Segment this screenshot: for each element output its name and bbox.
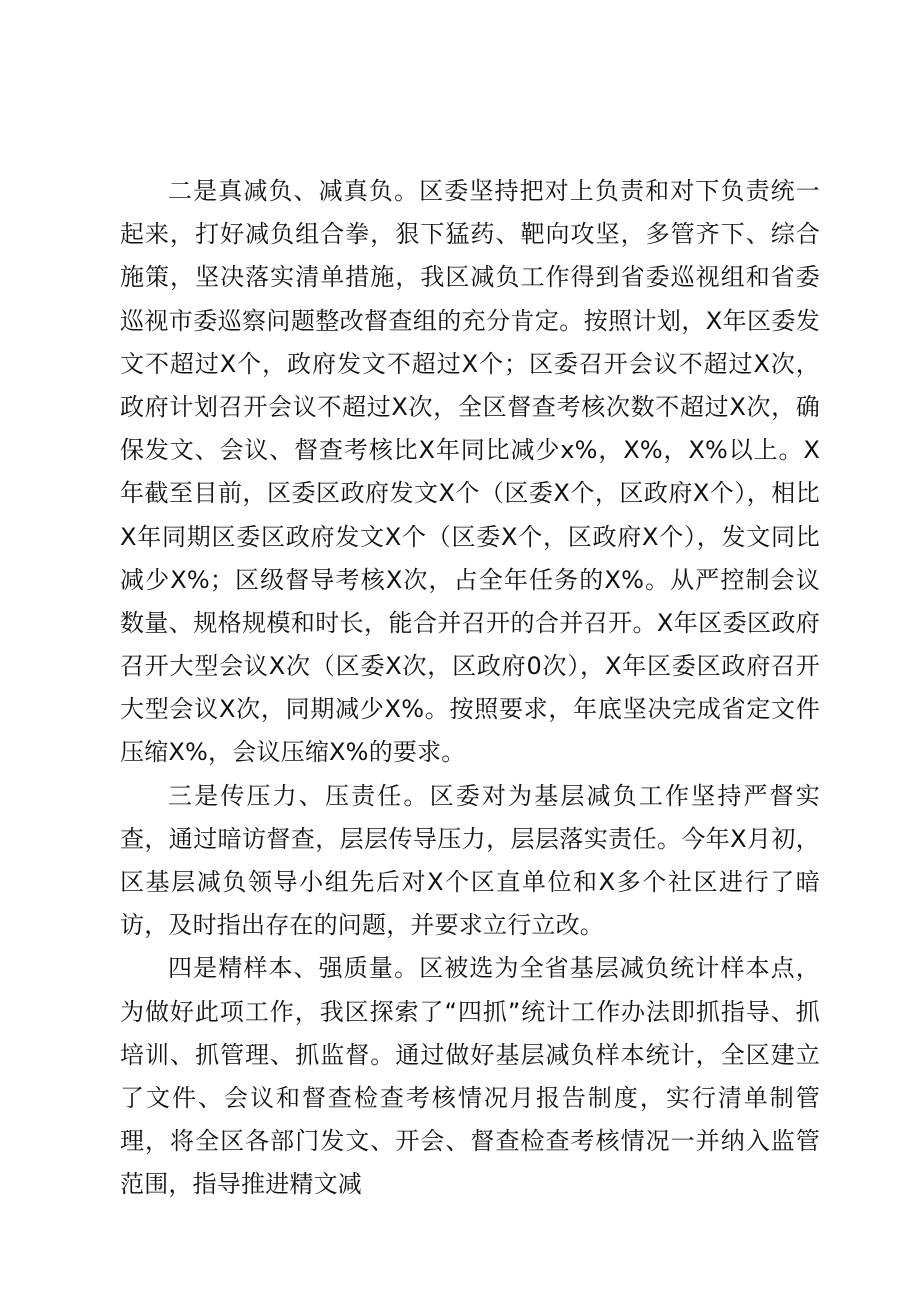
paragraph-pressure-responsibility: 三是传压力、压责任。区委对为基层减负工作坚持严督实查，通过暗访督查，层层传导压力，层层落实责任。今年X月初，区基层减负领导小组先后对X个区直单位和X多个社区进行了暗访，及时指出存在的问题，并要求立行立改。: [120, 781, 820, 940]
paragraph-reduce-burden: 二是真减负、减真负。区委坚持把对上负责和对下负责统一起来，打好减负组合拳，狠下猛药、靶向攻坚，多管齐下、综合施策，坚决落实清单措施，我区减负工作得到省委巡视组和省委巡视市委巡察问题整改督查组的充分肯定。按照计划，X年区委发文不超过X个，政府发文不超过X个；区委召开会议不超过X次，政府计划召开会议不超过X次，全区督查考核次数不超过X次，确保发文、会议、督查考核比X年同比减少x%，X%，X%以上。X年截至目前，区委区政府发文X个（区委X个，区政府X个），相比X年同期区委区政府发文X个（区委X个，区政府X个），发文同比减少X%；区级督导考核X次，占全年任务的X%。从严控制会议数量、规格规模和时长，能合并召开的合并召开。X年区委区政府召开大型会议X次（区委X次，区政府0次），X年区委区政府召开大型会议X次，同期减少X%。按照要求，年底坚决完成省定文件压缩X%，会议压缩X%的要求。: [120, 177, 820, 767]
document-body: [120, 170, 820, 1207]
paragraph-sample-quality: 四是精样本、强质量。区被选为全省基层减负统计样本点，为做好此项工作，我区探索了“四抓”统计工作办法即抓指导、抓培训、抓管理、抓监督。通过做好基层减负样本统计，全区建立了文件、会议和督查检查考核情况月报告制度，实行清单制管理，将全区各部门发文、开会、督查检查考核情况一并纳入监管范围，指导推进精文减: [120, 954, 820, 1199]
